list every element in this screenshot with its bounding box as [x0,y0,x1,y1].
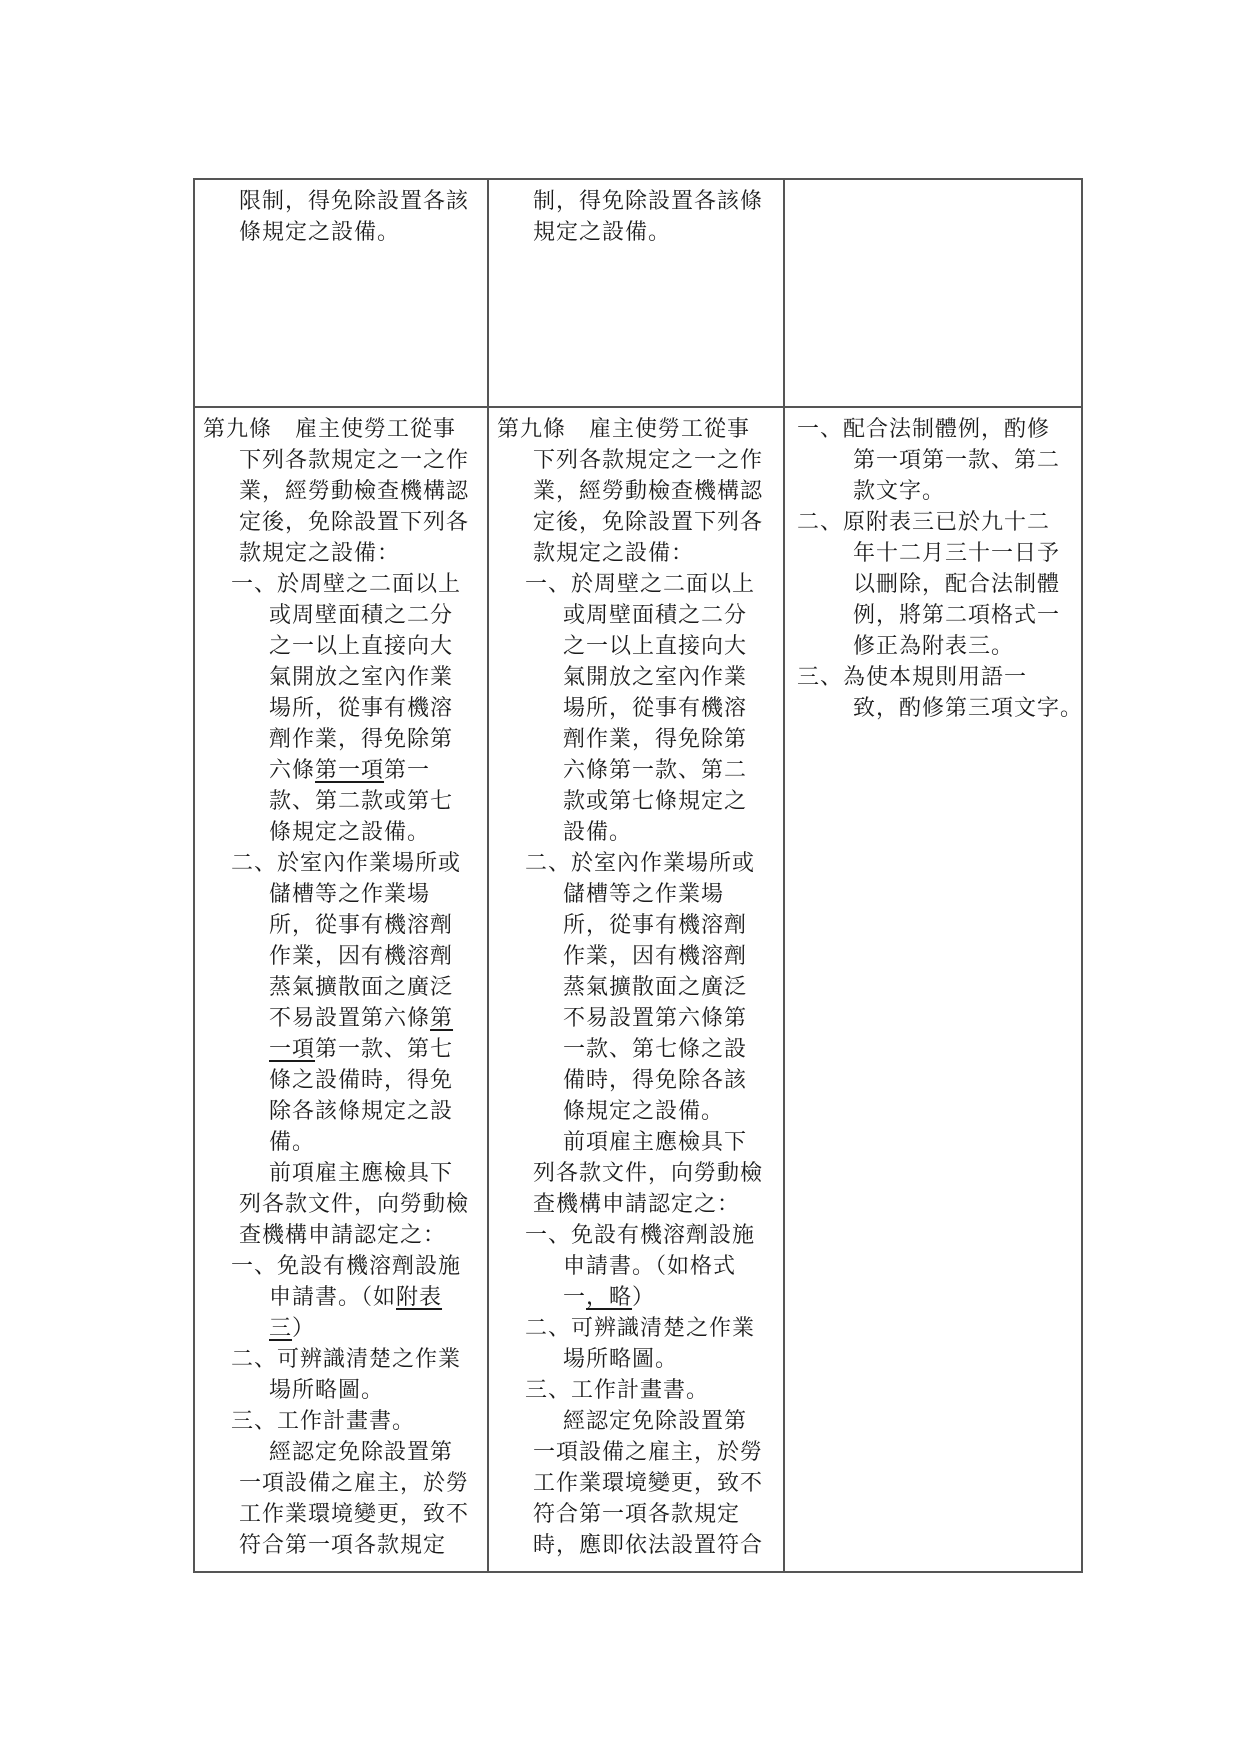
text-line [497,1220,775,1251]
text-line [497,1251,775,1282]
text-segment: 款、第二款或第七 [269,789,454,814]
text-segment: 申請書。（如 [269,1285,397,1310]
text-line [203,569,479,600]
text-line [497,1282,775,1313]
text-segment: ） [632,1285,656,1310]
text-line [203,910,479,941]
text-segment: 蒸氣擴散面之廣泛 [563,975,748,1000]
text-segment: 儲槽等之作業場 [269,882,431,907]
text-segment: 符合第一項各款規定 [533,1502,741,1527]
text-line [497,1096,775,1127]
text-segment: 一項設備之雇主，於勞 [239,1471,470,1496]
text-segment: 一、於周壁之二面以上 [525,572,756,597]
text-line [203,879,479,910]
text-line [203,817,479,848]
text-segment: 第一 [384,758,431,783]
text-segment: 一、配合法制體例，酌修 [797,417,1051,442]
text-line [497,1530,775,1561]
text-segment: 第一項第一款、第二 [853,448,1061,473]
text-segment: 備。 [269,1130,316,1155]
text-segment: 二、於室內作業場所或 [525,851,756,876]
text-segment: 例，將第二項格式一 [853,603,1061,628]
text-line [203,1282,479,1313]
text-line [497,879,775,910]
text-segment: 定後，免除設置下列各 [239,510,470,535]
text-line: 條規定之設備。 [239,220,401,245]
text-segment: 年十二月三十一日予 [853,541,1061,566]
text-segment: 查機構申請認定之： [239,1223,447,1248]
text-segment: 列各款文件，向勞動檢 [533,1161,764,1186]
text-line [497,414,775,445]
cell-amended-article-9 [194,407,488,1572]
text-line [203,1251,479,1282]
text-segment: 二、原附表三已於九十二 [797,510,1051,535]
text-segment: 下列各款規定之一之作 [239,448,470,473]
text-segment: 款文字。 [853,479,946,504]
text-segment: 申請書。（如格式 [563,1254,737,1279]
text-line: 規定之設備。 [533,220,672,245]
text-segment: 定後，免除設置下列各 [533,510,764,535]
text-line [497,445,775,476]
text-segment: 所，從事有機溶劑 [563,913,748,938]
text-segment: 一、免設有機溶劑設施 [231,1254,462,1279]
text-line [203,662,479,693]
text-segment: 工作業環境變更，致不 [533,1471,764,1496]
text-line [203,693,479,724]
cell-current-text-continued [488,179,784,407]
text-line [793,507,1073,538]
text-line [203,476,479,507]
text-segment: 所，從事有機溶劑 [269,913,454,938]
text-segment: 三、為使本規則用語一 [797,665,1028,690]
text-segment: 氣開放之室內作業 [563,665,748,690]
text-line [497,941,775,972]
comparison-table [193,178,1083,1573]
text-segment: 經認定免除設置第 [269,1440,454,1465]
cell-explanation-article-9 [784,407,1082,1572]
text-segment: 一 [563,1285,587,1310]
text-segment: 一、免設有機溶劑設施 [525,1223,756,1248]
text-line [497,1127,775,1158]
text-line [497,786,775,817]
text-line [497,662,775,693]
text-segment: 二、於室內作業場所或 [231,851,462,876]
text-segment: 場所略圖。 [563,1347,679,1372]
text-line [203,1034,479,1065]
text-line [497,1375,775,1406]
text-line [203,600,479,631]
text-line [497,1065,775,1096]
text-line [793,693,1084,724]
text-line [203,1406,479,1437]
text-segment: 一項設備之雇主，於勞 [533,1440,764,1465]
text-line [793,569,1073,600]
text-line [497,1437,775,1468]
text-line [203,786,479,817]
text-line [497,693,775,724]
text-line [497,1499,775,1530]
text-segment: 蒸氣擴散面之廣泛 [269,975,454,1000]
text-segment: 或周壁面積之二分 [269,603,454,628]
text-line [203,1530,479,1561]
text-line [203,1096,479,1127]
text-line [203,1189,479,1220]
text-line [793,414,1073,445]
text-line [203,755,479,786]
text-line [203,848,479,879]
text-segment: 儲槽等之作業場 [563,882,725,907]
text-segment: 設備。 [563,820,633,845]
text-segment: 前項雇主應檢具下 [269,1161,454,1186]
text-segment: 劑作業，得免除第 [269,727,454,752]
text-segment: 前項雇主應檢具下 [563,1130,748,1155]
text-line [497,910,775,941]
amended-text-underline: ，略 [586,1285,633,1310]
text-segment: 氣開放之室內作業 [269,665,454,690]
text-line [497,1003,775,1034]
text-line [497,1189,775,1220]
text-segment: 條之設備時，得免 [269,1068,454,1093]
table-row-article-9 [194,407,1082,1572]
text-segment: 場所略圖。 [269,1378,385,1403]
table-row-continuation [194,179,1082,407]
text-segment: 時，應即依法設置符合 [533,1533,764,1558]
text-line [497,1344,775,1375]
amended-text-underline: 第一項 [315,758,385,783]
text-segment: 第九條 雇主使勞工從事 [203,417,457,442]
text-segment: 符合第一項各款規定 [239,1533,447,1558]
text-segment: 三、工作計畫書。 [231,1409,416,1434]
text-line [203,1468,479,1499]
text-line [203,445,479,476]
text-segment: 以刪除，配合法制體 [853,572,1061,597]
text-segment: 不易設置第六條 [269,1006,431,1031]
text-segment: 劑作業，得免除第 [563,727,748,752]
text-segment: 第九條 雇主使勞工從事 [497,417,751,442]
text-segment: 條規定之設備。 [563,1099,725,1124]
text-line [793,600,1073,631]
text-line [497,1034,775,1065]
text-line [497,817,775,848]
text-line [203,414,479,445]
text-line: 制，得免除設置各該條 [533,189,764,214]
text-segment: 第一款、第七 [315,1037,454,1062]
text-line [793,445,1073,476]
text-line [203,1065,479,1096]
text-segment: 一款、第七條之設 [563,1037,748,1062]
text-line [203,724,479,755]
text-segment: 不易設置第六條第 [563,1006,748,1031]
text-segment: 一、於周壁之二面以上 [231,572,462,597]
text-line [203,1313,479,1344]
text-segment: 作業，因有機溶劑 [563,944,748,969]
text-segment: 修正為附表三。 [853,634,1015,659]
text-line [497,1158,775,1189]
text-line [793,631,1073,662]
text-segment: 查機構申請認定之： [533,1192,741,1217]
text-segment: 款或第七條規定之 [563,789,748,814]
amended-text-underline: 三 [269,1316,293,1341]
text-line [203,1375,479,1406]
text-segment: 業，經勞動檢查機構認 [533,479,764,504]
text-line [203,1003,479,1034]
text-segment: 款規定之設備： [239,541,401,566]
amended-text-underline: 一項 [269,1037,316,1062]
text-line: 限制，得免除設置各該 [239,189,470,214]
cell-amended-text-continued [194,179,488,407]
text-line [497,631,775,662]
text-segment: 條規定之設備。 [269,820,431,845]
text-line [203,1344,479,1375]
text-line [203,972,479,1003]
amended-text-underline: 附表 [396,1285,443,1310]
text-segment: 致，酌修第三項文字。 [853,696,1084,721]
text-line [497,755,775,786]
text-segment: 六條第一款、第二 [563,758,748,783]
text-line [203,1437,479,1468]
text-line [497,1313,775,1344]
text-line [497,972,775,1003]
text-segment: 場所，從事有機溶 [269,696,454,721]
text-segment: 或周壁面積之二分 [563,603,748,628]
text-line [203,1499,479,1530]
text-segment: 工作業環境變更，致不 [239,1502,470,1527]
text-line [497,476,775,507]
text-segment: 二、可辨識清楚之作業 [525,1316,756,1341]
text-line [203,631,479,662]
cell-explanation-continued [784,179,1082,407]
text-segment: 經認定免除設置第 [563,1409,748,1434]
text-line [793,662,1073,693]
text-segment: 款規定之設備： [533,541,695,566]
text-segment: 二、可辨識清楚之作業 [231,1347,462,1372]
text-segment: 之一以上直接向大 [269,634,454,659]
text-segment: 六條 [269,758,316,783]
text-line [497,1468,775,1499]
text-line [203,538,479,569]
text-line [203,941,479,972]
text-line [203,1158,479,1189]
text-line [203,1127,479,1158]
text-segment: 除各該條規定之設 [269,1099,454,1124]
amended-text-underline: 第 [430,1006,454,1031]
text-line [497,724,775,755]
text-line [497,538,775,569]
text-line [793,476,1073,507]
text-segment: 之一以上直接向大 [563,634,748,659]
text-line [203,507,479,538]
text-line [203,1220,479,1251]
text-segment: 作業，因有機溶劑 [269,944,454,969]
text-line [793,538,1073,569]
text-line [497,569,775,600]
text-segment: 下列各款規定之一之作 [533,448,764,473]
text-segment: 場所，從事有機溶 [563,696,748,721]
text-line [497,507,775,538]
text-segment: 業，經勞動檢查機構認 [239,479,470,504]
text-segment: 三、工作計畫書。 [525,1378,710,1403]
text-segment: 備時，得免除各該 [563,1068,748,1093]
text-line [497,600,775,631]
text-segment: 列各款文件，向勞動檢 [239,1192,470,1217]
text-segment: ） [292,1316,316,1341]
cell-current-article-9 [488,407,784,1572]
text-line [497,1406,775,1437]
text-line [497,848,775,879]
